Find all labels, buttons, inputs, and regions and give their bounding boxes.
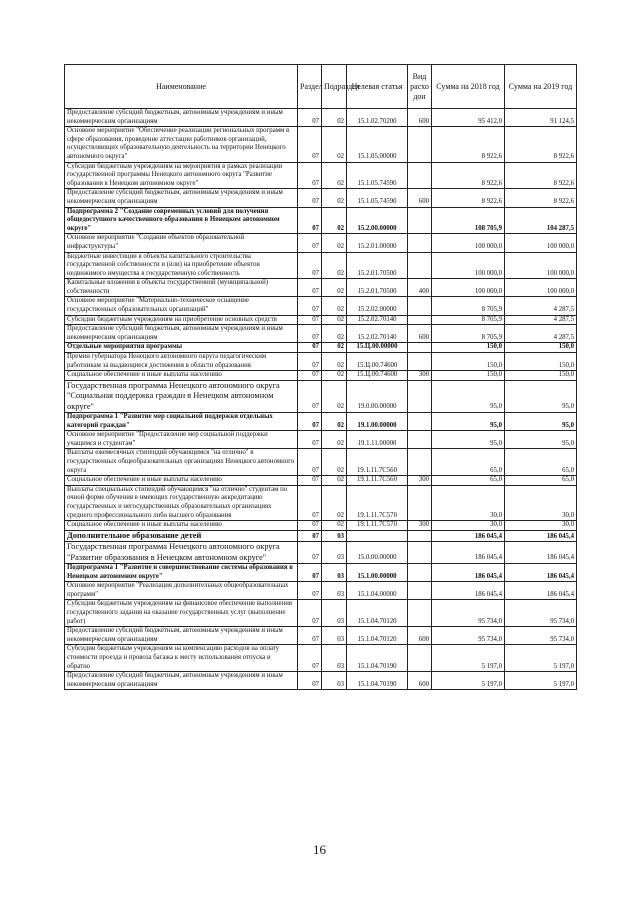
header-expense-type: Вид расхо дон (408, 65, 432, 109)
row-sum-2019: 65,0 (505, 449, 577, 476)
row-sum-2019: 5 197,0 (505, 645, 577, 672)
row-subsection: 03 (322, 672, 347, 690)
row-target-article: 15.2.02.70140 (347, 315, 408, 325)
row-expense-type: 600 (408, 109, 432, 127)
row-target-article: 19.1.11.00000 (347, 431, 408, 449)
row-subsection: 02 (322, 449, 347, 476)
row-section: 07 (298, 530, 322, 541)
row-sum-2018: 65,0 (432, 476, 505, 486)
row-name: Социальное обеспечение и иные выплаты населению (65, 476, 298, 486)
row-name: Социальное обеспечение и иные выплаты населению (65, 521, 298, 531)
row-target-article: 15.2.01.70500 (347, 252, 408, 279)
row-section: 07 (298, 189, 322, 207)
row-sum-2019: 150,0 (505, 353, 577, 371)
row-expense-type (408, 600, 432, 627)
row-expense-type (408, 162, 432, 189)
row-expense-type (408, 315, 432, 325)
table-row (65, 413, 577, 431)
row-section: 07 (298, 234, 322, 252)
row-target-article: 15.1.05.74590 (347, 162, 408, 189)
table-row (65, 563, 577, 581)
row-subsection: 02 (322, 252, 347, 279)
table-row (65, 431, 577, 449)
row-subsection: 02 (322, 431, 347, 449)
row-subsection: 02 (322, 279, 347, 297)
table-body (65, 109, 577, 690)
row-target-article: 15.1.04.70120 (347, 600, 408, 627)
row-name: Подпрограмма 1 "Развитие мер социальной поддержки отдельных категорий граждан" (65, 413, 298, 431)
row-section: 07 (298, 521, 322, 531)
row-subsection: 02 (322, 371, 347, 381)
row-expense-type: 300 (408, 476, 432, 486)
row-expense-type (408, 530, 432, 541)
row-sum-2018: 186 045,4 (432, 582, 505, 600)
row-name: Подпрограмма 2 "Создание современных условий для получения общедоступного качественного образования в Ненецком автономном округе" (65, 207, 298, 234)
row-sum-2018: 8 705,9 (432, 297, 505, 315)
row-sum-2019: 65,0 (505, 476, 577, 486)
row-section: 07 (298, 476, 322, 486)
table-row (65, 600, 577, 627)
table-row (65, 279, 577, 297)
row-name: Выплаты ежемесячных стипендий обучающимся "на отлично" в государственных общеобразовательных организациях Ненецкого автономного округа (65, 449, 298, 476)
row-target-article: 15.1.05.74590 (347, 189, 408, 207)
row-subsection: 02 (322, 127, 347, 162)
row-sum-2019: 100 000,0 (505, 234, 577, 252)
table-row (65, 252, 577, 279)
row-name: Основное мероприятие "Материально-техническое оснащение государственных образовательных организаций" (65, 297, 298, 315)
table-row (65, 530, 577, 541)
row-sum-2019: 186 045,4 (505, 542, 577, 564)
row-name: Отдельные мероприятия программы (65, 343, 298, 353)
table-row (65, 343, 577, 353)
row-sum-2019: 150,0 (505, 371, 577, 381)
row-name: Основное мероприятие "Создание объектов образовательной инфраструктуры" (65, 234, 298, 252)
row-name: Основное мероприятие "Реализация дополнительных общеобразовательных программ" (65, 582, 298, 600)
row-subsection: 02 (322, 325, 347, 343)
row-expense-type (408, 645, 432, 672)
row-sum-2018: 150,0 (432, 371, 505, 381)
row-name: Государственная программа Ненецкого автономного округа "Развитие образования в Ненецком автономном округе" (65, 542, 298, 564)
table-row (65, 353, 577, 371)
row-sum-2018: 95 734,0 (432, 627, 505, 645)
row-section: 07 (298, 162, 322, 189)
row-section: 07 (298, 252, 322, 279)
row-sum-2018: 30,0 (432, 485, 505, 520)
page-number: 16 (313, 842, 326, 857)
row-name: Дополнительное образование детей (65, 530, 298, 541)
row-expense-type: 600 (408, 672, 432, 690)
table-row (65, 485, 577, 520)
row-sum-2019: 186 045,4 (505, 563, 577, 581)
row-section: 07 (298, 109, 322, 127)
row-expense-type (408, 127, 432, 162)
row-target-article: 15.2.01.00000 (347, 234, 408, 252)
row-subsection: 02 (322, 521, 347, 531)
row-expense-type (408, 343, 432, 353)
row-subsection: 02 (322, 485, 347, 520)
table-row (65, 645, 577, 672)
row-section: 07 (298, 413, 322, 431)
row-sum-2019: 95 734,0 (505, 627, 577, 645)
row-expense-type (408, 252, 432, 279)
row-expense-type (408, 449, 432, 476)
row-expense-type (408, 542, 432, 564)
row-expense-type: 300 (408, 521, 432, 531)
row-sum-2018: 100 000,0 (432, 279, 505, 297)
row-expense-type: 600 (408, 189, 432, 207)
row-section: 07 (298, 343, 322, 353)
budget-table (64, 64, 577, 690)
row-target-article: 19.1.11.7С560 (347, 449, 408, 476)
row-section: 07 (298, 672, 322, 690)
row-name: Предоставление субсидий бюджетным, автономным учреждениям и иным некоммерческим организациям (65, 325, 298, 343)
header-sum-2018: Сумма на 2018 год (432, 65, 505, 109)
row-section: 07 (298, 645, 322, 672)
row-target-article: 19.1.11.7С570 (347, 485, 408, 520)
row-expense-type (408, 485, 432, 520)
row-subsection: 02 (322, 189, 347, 207)
row-target-article: 15.1.02.70200 (347, 109, 408, 127)
table-row (65, 207, 577, 234)
row-target-article: 19.1.11.7С560 (347, 476, 408, 486)
row-section: 07 (298, 600, 322, 627)
row-expense-type: 300 (408, 371, 432, 381)
row-name: Субсидии бюджетным учреждениям на приобретение основных средств (65, 315, 298, 325)
row-sum-2019: 8 922,6 (505, 189, 577, 207)
row-name: Предоставление субсидий бюджетным, автономным учреждениям и иным некоммерческим организациям (65, 672, 298, 690)
row-target-article: 19.0.00.00000 (347, 380, 408, 412)
row-section: 07 (298, 627, 322, 645)
row-target-article: 19.1.11.7С570 (347, 521, 408, 531)
row-subsection: 03 (322, 600, 347, 627)
row-section: 07 (298, 582, 322, 600)
row-section: 07 (298, 380, 322, 412)
row-sum-2018: 186 045,4 (432, 563, 505, 581)
row-sum-2019: 150,0 (505, 343, 577, 353)
row-subsection: 03 (322, 530, 347, 541)
row-subsection: 02 (322, 297, 347, 315)
row-sum-2018: 95,0 (432, 380, 505, 412)
row-subsection: 02 (322, 380, 347, 412)
row-expense-type (408, 207, 432, 234)
row-name: Предоставление субсидий бюджетным, автономным учреждениям и иным некоммерческим организациям (65, 109, 298, 127)
row-target-article: 15.1.04.70190 (347, 672, 408, 690)
table-row (65, 476, 577, 486)
row-target-article: 15.2.00.00000 (347, 207, 408, 234)
row-subsection: 02 (322, 207, 347, 234)
row-name: Предоставление субсидий бюджетным, автономным учреждениям и иным некоммерческим организациям (65, 627, 298, 645)
row-subsection: 02 (322, 109, 347, 127)
table-row (65, 380, 577, 412)
row-subsection: 02 (322, 343, 347, 353)
row-subsection: 03 (322, 627, 347, 645)
table-row (65, 521, 577, 531)
table-row (65, 234, 577, 252)
row-name: Субсидии бюджетным учреждениям на мероприятия в рамках реализации государственной программы Ненецкого автономного округа "Развитие образования в Ненецком автономном округе" (65, 162, 298, 189)
row-section: 07 (298, 371, 322, 381)
row-expense-type (408, 297, 432, 315)
row-subsection: 02 (322, 315, 347, 325)
row-expense-type (408, 380, 432, 412)
row-sum-2018: 186 045,4 (432, 530, 505, 541)
row-sum-2018: 65,0 (432, 449, 505, 476)
row-expense-type (408, 431, 432, 449)
row-section: 07 (298, 485, 322, 520)
row-sum-2019: 8 922,6 (505, 162, 577, 189)
row-sum-2018: 100 000,0 (432, 252, 505, 279)
row-sum-2018: 95,0 (432, 431, 505, 449)
row-subsection: 02 (322, 353, 347, 371)
row-sum-2019: 100 000,0 (505, 279, 577, 297)
row-sum-2019: 95 734,0 (505, 600, 577, 627)
row-name: Основное мероприятие "Предоставление мер социальной поддержки учащимся и студентам" (65, 431, 298, 449)
row-section: 07 (298, 563, 322, 581)
row-target-article (347, 530, 408, 541)
row-subsection: 03 (322, 563, 347, 581)
row-expense-type (408, 353, 432, 371)
row-sum-2018: 150,0 (432, 353, 505, 371)
row-sum-2019: 91 124,5 (505, 109, 577, 127)
row-sum-2019: 186 045,4 (505, 582, 577, 600)
row-target-article: 15.0.00.00000 (347, 542, 408, 564)
table-row (65, 109, 577, 127)
row-target-article: 15.1.04.00000 (347, 582, 408, 600)
table-row (65, 542, 577, 564)
table-row (65, 672, 577, 690)
row-name: Субсидии бюджетным учреждениям на финансовое обеспечение выполнения государственного задания на оказание государственных услуг (выполнение работ) (65, 600, 298, 627)
row-expense-type: 400 (408, 279, 432, 297)
header-section: Раздел (298, 65, 322, 109)
row-subsection: 02 (322, 476, 347, 486)
table-row (65, 189, 577, 207)
row-sum-2018: 8 922,6 (432, 189, 505, 207)
row-section: 07 (298, 353, 322, 371)
row-section: 07 (298, 297, 322, 315)
row-sum-2018: 186 045,4 (432, 542, 505, 564)
row-subsection: 03 (322, 582, 347, 600)
row-subsection: 02 (322, 162, 347, 189)
row-target-article: 15.1.00.00000 (347, 563, 408, 581)
row-sum-2018: 95,0 (432, 413, 505, 431)
row-target-article: 15.2.02.70140 (347, 325, 408, 343)
row-target-article: 15.1.05.00000 (347, 127, 408, 162)
table-row (65, 371, 577, 381)
row-sum-2019: 4 287,5 (505, 325, 577, 343)
row-sum-2019: 4 287,5 (505, 315, 577, 325)
table-row (65, 627, 577, 645)
row-subsection: 02 (322, 413, 347, 431)
row-sum-2019: 95,0 (505, 380, 577, 412)
header-sum-2019: Сумма на 2019 год (505, 65, 577, 109)
row-name: Бюджетные инвестиции в объекты капитального строительства государственной собственности и (или) на приобретение объектов недвижимого имущества в государственную собственность (65, 252, 298, 279)
row-sum-2019: 4 287,5 (505, 297, 577, 315)
table-row (65, 325, 577, 343)
header-target-article: Целевая статья (347, 65, 408, 109)
row-sum-2019: 95,0 (505, 431, 577, 449)
row-sum-2018: 8 705,9 (432, 315, 505, 325)
row-name: Социальное обеспечение и иные выплаты населению (65, 371, 298, 381)
row-sum-2019: 104 287,5 (505, 207, 577, 234)
row-subsection: 03 (322, 645, 347, 672)
table-row (65, 127, 577, 162)
table-row (65, 297, 577, 315)
row-target-article: 19.1.00.00000 (347, 413, 408, 431)
header-name: Наименование (65, 65, 298, 109)
row-name: Подпрограмма 1 "Развитие и совершенствование системы образования в Ненецком автономном округе" (65, 563, 298, 581)
row-target-article: 15.2.02.00000 (347, 297, 408, 315)
row-sum-2019: 186 045,4 (505, 530, 577, 541)
row-sum-2018: 8 922,6 (432, 127, 505, 162)
row-sum-2019: 95,0 (505, 413, 577, 431)
table-row (65, 449, 577, 476)
row-sum-2018: 108 705,9 (432, 207, 505, 234)
row-section: 07 (298, 542, 322, 564)
row-target-article: 15.Ц.00.74600 (347, 371, 408, 381)
row-name: Субсидии бюджетным учреждениям на компенсацию расходов на оплату стоимости проезда и провоза багажа к месту использования отпуска и обратно (65, 645, 298, 672)
row-sum-2018: 30,0 (432, 521, 505, 531)
row-section: 07 (298, 207, 322, 234)
row-sum-2019: 8 922,6 (505, 127, 577, 162)
row-expense-type (408, 563, 432, 581)
row-section: 07 (298, 431, 322, 449)
header-row (65, 65, 577, 109)
row-expense-type: 600 (408, 325, 432, 343)
row-target-article: 15.1.04.70190 (347, 645, 408, 672)
row-sum-2018: 5 197,0 (432, 672, 505, 690)
row-sum-2018: 95 734,0 (432, 600, 505, 627)
row-name: Капитальные вложения в объекты государственной (муниципальной) собственности (65, 279, 298, 297)
row-section: 07 (298, 279, 322, 297)
row-target-article: 15.Ц.00.74600 (347, 353, 408, 371)
row-section: 07 (298, 449, 322, 476)
row-subsection: 02 (322, 234, 347, 252)
row-sum-2018: 8 705,9 (432, 325, 505, 343)
table-row (65, 315, 577, 325)
row-section: 07 (298, 325, 322, 343)
row-section: 07 (298, 127, 322, 162)
row-target-article: 15.1.04.70120 (347, 627, 408, 645)
row-sum-2019: 30,0 (505, 485, 577, 520)
row-name: Основное мероприятие "Обеспечение реализации региональных программ в сфере образования, проведение аттестации работников организаций, осуществляющих образовательную деятельность на территории Ненецкого автономного округа" (65, 127, 298, 162)
row-sum-2018: 100 000,0 (432, 234, 505, 252)
row-sum-2019: 5 197,0 (505, 672, 577, 690)
table-row (65, 582, 577, 600)
row-expense-type: 600 (408, 627, 432, 645)
row-expense-type (408, 413, 432, 431)
row-name: Выплаты специальных стипендий обучающимся "на отлично" студентам по очной форме обучения в имеющих государственную аккредитацию государственных и негосударственных образовательных организациях среднего профессионального либо высшего образования (65, 485, 298, 520)
row-sum-2018: 8 922,6 (432, 162, 505, 189)
row-target-article: 15.2.01.70500 (347, 279, 408, 297)
row-expense-type (408, 582, 432, 600)
row-section: 07 (298, 315, 322, 325)
row-name: Предоставление субсидий бюджетным, автономным учреждениям и иным некоммерческим организациям (65, 189, 298, 207)
row-expense-type (408, 234, 432, 252)
row-target-article: 15.Ц.00.00000 (347, 343, 408, 353)
table-row (65, 162, 577, 189)
header-subsection: Подраздел (322, 65, 347, 109)
row-sum-2018: 150,0 (432, 343, 505, 353)
row-sum-2018: 5 197,0 (432, 645, 505, 672)
row-name: Государственная программа Ненецкого автономного округа "Социальная поддержка граждан в Ненецком автономном округе" (65, 380, 298, 412)
row-subsection: 03 (322, 542, 347, 564)
row-sum-2018: 95 412,0 (432, 109, 505, 127)
row-name: Премии губернатора Ненецкого автономного округа педагогическим работникам за выдающиеся достижения в области образования (65, 353, 298, 371)
row-sum-2019: 30,0 (505, 521, 577, 531)
row-sum-2019: 100 000,0 (505, 252, 577, 279)
